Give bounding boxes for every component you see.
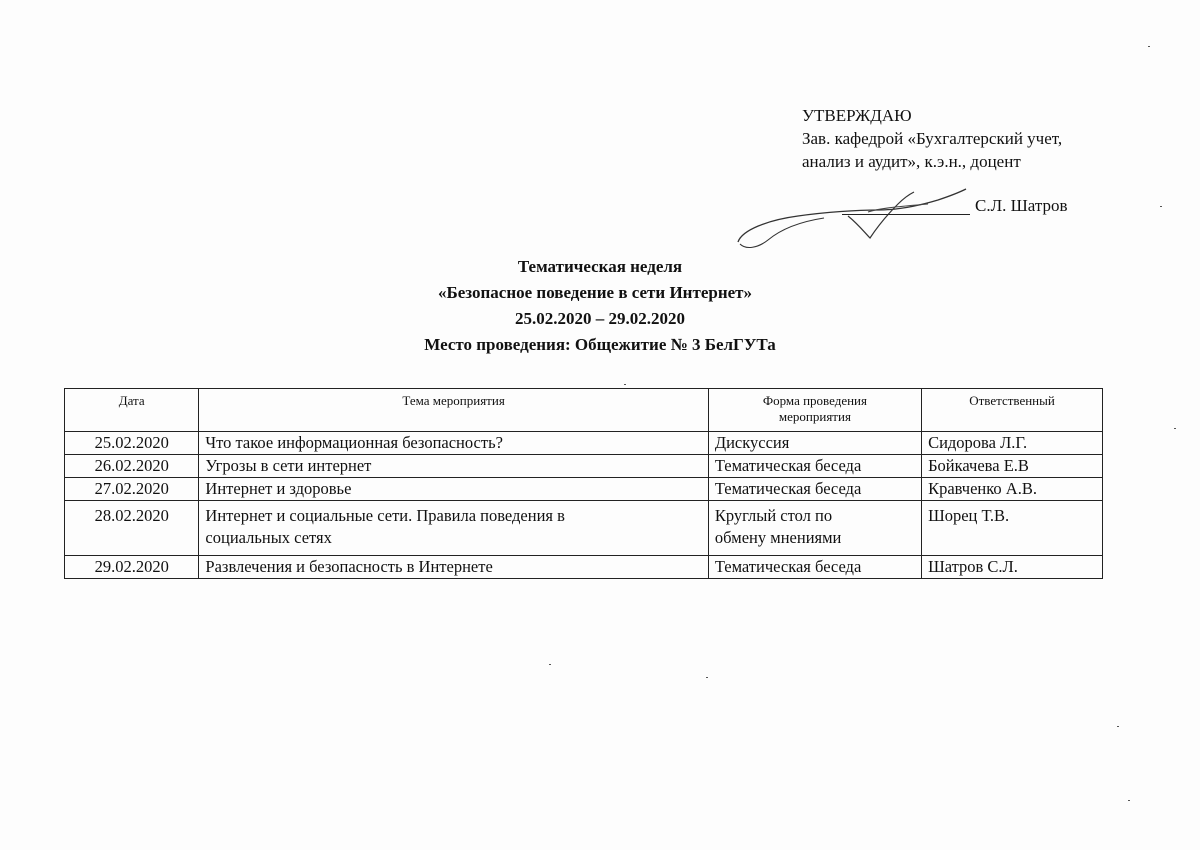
scan-speck (1148, 46, 1150, 47)
schedule-table (64, 388, 1103, 579)
row-date: 25.02.2020 (65, 432, 199, 455)
event-venue: Место проведения: Общежитие № 3 БелГУТа (424, 335, 776, 354)
row-responsible: Кравченко А.В. (922, 478, 1103, 501)
approval-position-line-2: анализ и аудит», к.э.н., доцент (802, 152, 1021, 171)
row-responsible: Шатров С.Л. (922, 556, 1103, 579)
scan-speck (1174, 428, 1176, 429)
header-responsible: Ответственный (922, 389, 1103, 432)
header-form-line-2: мероприятия (778, 409, 851, 424)
row-topic-line-2: социальных сетях (205, 528, 332, 547)
row-topic: Угрозы в сети интернет (199, 455, 708, 478)
approval-block (802, 104, 1132, 173)
header-form-line-1: Форма проведения (762, 393, 867, 408)
row-form: Дискуссия (708, 432, 921, 455)
scan-speck (624, 384, 626, 385)
row-form: Тематическая беседа (708, 478, 921, 501)
row-date: 28.02.2020 (65, 501, 199, 556)
header-date: Дата (65, 389, 199, 432)
row-responsible: Бойкачева Е.В (922, 455, 1103, 478)
row-date: 29.02.2020 (65, 556, 199, 579)
signer-name: С.Л. Шатров (975, 196, 1068, 215)
row-topic-line-1: Интернет и социальные сети. Правила поведения в (205, 506, 565, 525)
header-topic: Тема мероприятия (199, 389, 708, 432)
row-form-line-1: Круглый стол по (714, 506, 833, 525)
scan-speck (1128, 800, 1130, 801)
row-topic: Интернет и здоровье (199, 478, 708, 501)
row-date: 27.02.2020 (65, 478, 199, 501)
document-title-block (0, 254, 1200, 358)
row-form: Тематическая беседа (708, 556, 921, 579)
title-line-2: «Безопасное поведение в сети Интернет» (437, 283, 753, 302)
scan-speck (1160, 206, 1162, 207)
approval-heading: УТВЕРЖДАЮ (802, 106, 912, 125)
handwritten-signature (728, 180, 988, 260)
row-topic: Что такое информационная безопасность? (199, 432, 708, 455)
header-form (708, 389, 921, 432)
scan-speck (549, 664, 551, 665)
row-form: Тематическая беседа (708, 455, 921, 478)
table-row (65, 501, 1103, 556)
row-topic (199, 501, 708, 556)
approval-position-line-1: Зав. кафедрой «Бухгалтерский учет, (802, 129, 1063, 148)
table-row (65, 455, 1103, 478)
row-date: 26.02.2020 (65, 455, 199, 478)
title-line-1: Тематическая неделя (517, 257, 683, 276)
row-form-line-2: обмену мнениями (714, 528, 842, 547)
scan-speck (706, 677, 708, 678)
row-topic: Развлечения и безопасность в Интернете (199, 556, 708, 579)
row-responsible: Шорец Т.В. (922, 501, 1103, 556)
event-dates: 25.02.2020 – 29.02.2020 (515, 309, 685, 328)
signature-line (842, 214, 970, 215)
table-row (65, 478, 1103, 501)
table-header-row (65, 389, 1103, 432)
table-row (65, 556, 1103, 579)
table-row (65, 432, 1103, 455)
row-responsible: Сидорова Л.Г. (922, 432, 1103, 455)
row-form (708, 501, 921, 556)
scan-speck (1117, 726, 1119, 727)
